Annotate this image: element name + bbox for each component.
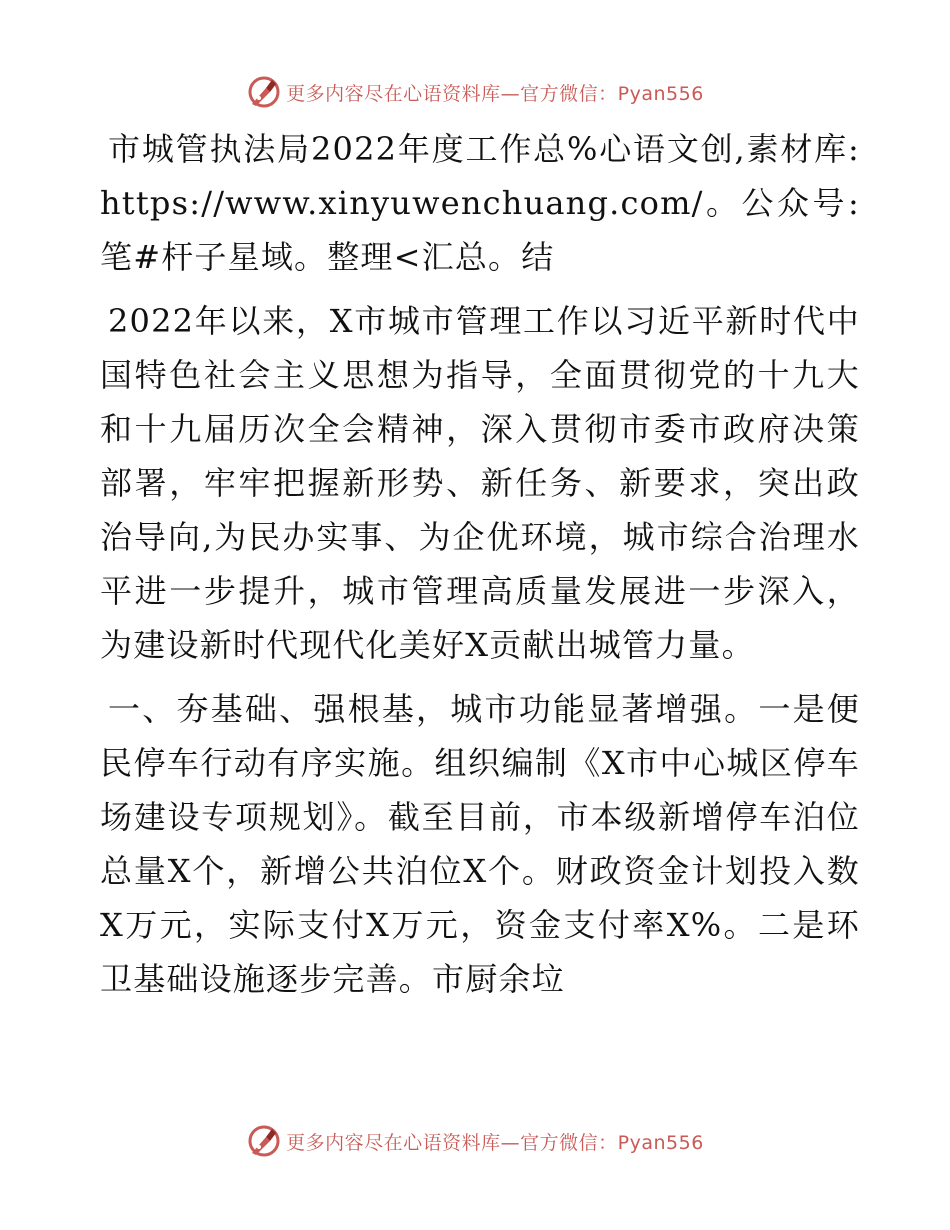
header-watermark: [0, 72, 950, 112]
document-body: [100, 122, 860, 1006]
watermark-text: 更多内容尽在心语资料库—官方微信：Pyan556: [286, 1131, 704, 1154]
pen-logo-icon: [246, 74, 282, 110]
paragraph-intro: 2022年以来，X市城市管理工作以习近平新时代中国特色社会主义思想为指导，全面贯彻党的十九大和十九届历次全会精神，深入贯彻市委市政府决策部署，牢牢把握新形势、新任务、新要求，突出政治导向,为民办实事、为企优环境，城市综合治理水平进一步提升，城市管理高质量发展进一步深入，为建设新时代现代化美好X贡献出城管力量。: [100, 302, 860, 664]
footer-watermark: [0, 1121, 950, 1161]
watermark-text: 更多内容尽在心语资料库—官方微信：Pyan556: [286, 82, 704, 105]
document-title-line: 市城管执法局2022年度工作总%心语文创,素材库: https://www.xinyuwenchuang.com/。公众号: 笔#杆子星域。整理<汇总。结: [100, 130, 860, 276]
pen-logo-icon: [246, 1123, 282, 1159]
paragraph-section-one: 一、夯基础、强根基，城市功能显著增强。一是便民停车行动有序实施。组织编制《X市中心城区停车场建设专项规划》。截至目前，市本级新增停车泊位总量X个，新增公共泊位X个。财政资金计划投入数X万元，实际支付X万元，资金支付率X%。二是环卫基础设施逐步完善。市厨余垃: [100, 690, 860, 998]
